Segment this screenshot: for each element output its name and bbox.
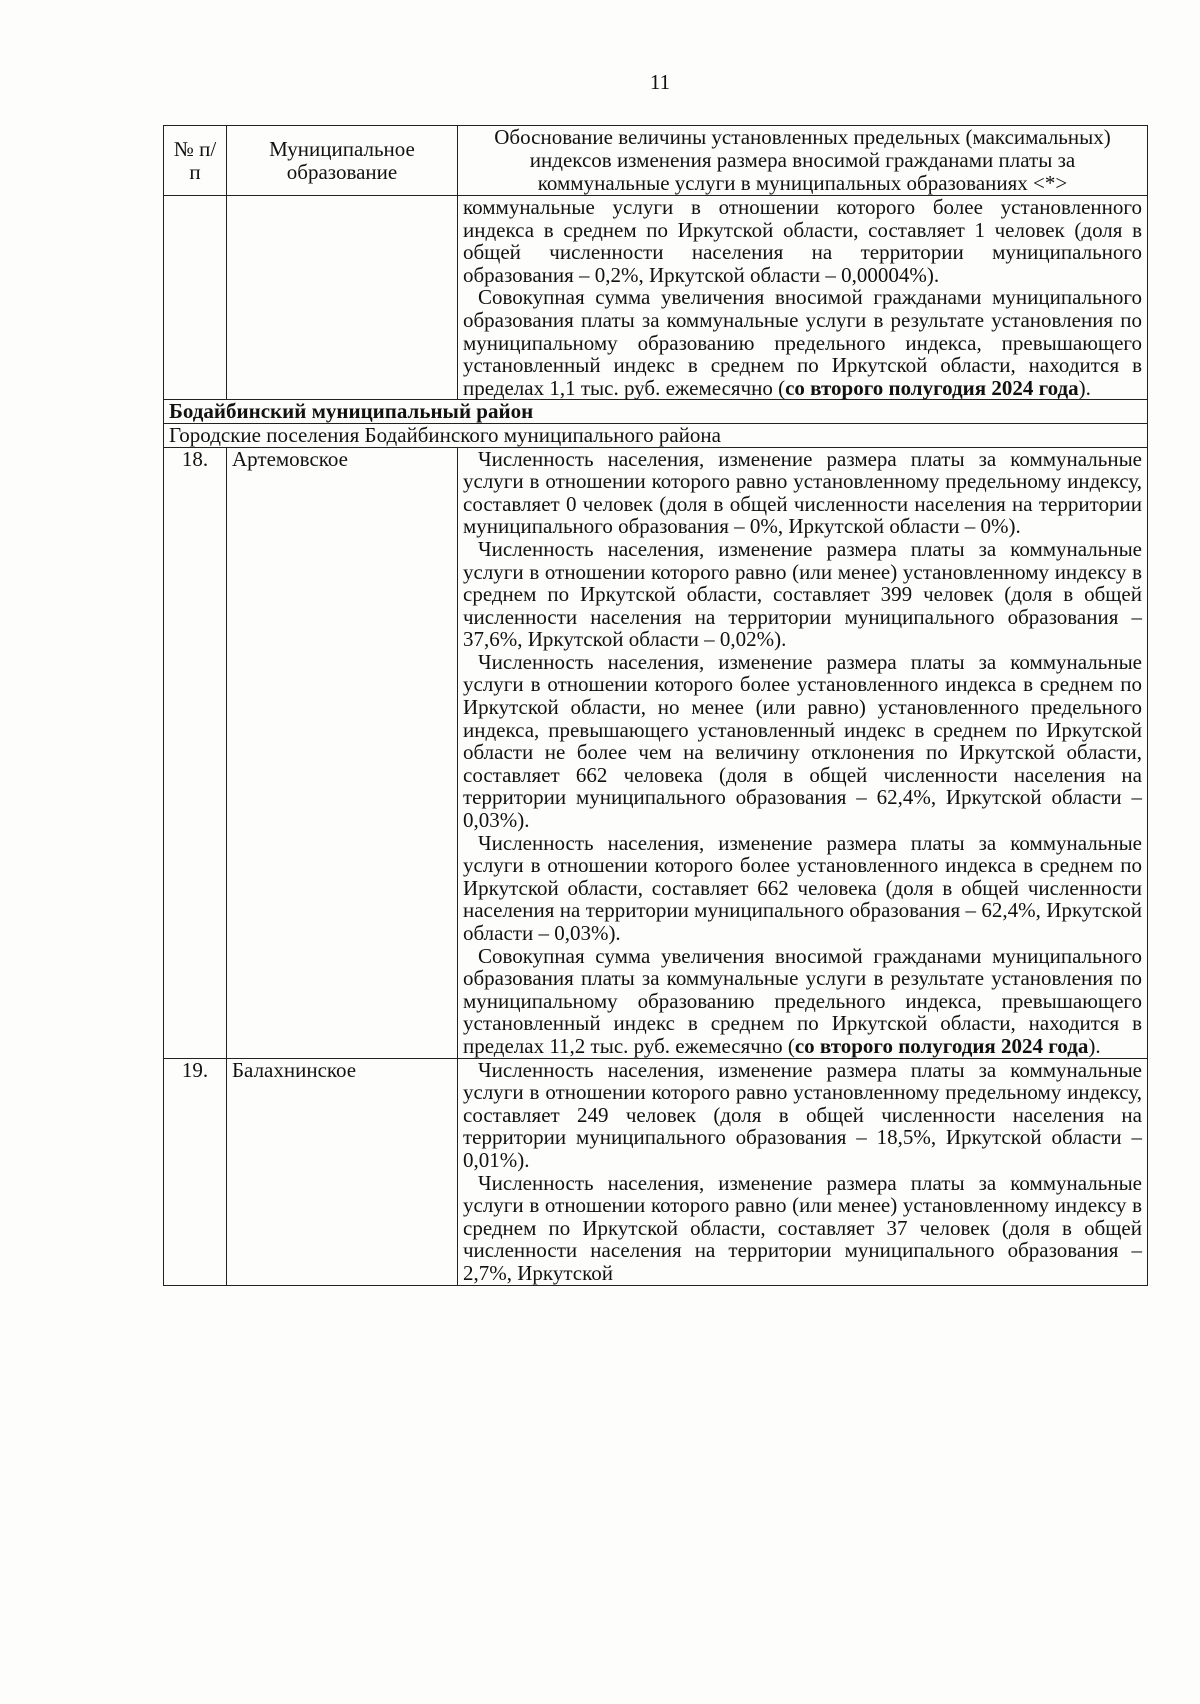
summary-period: со второго полугодия 2024 года: [785, 375, 1079, 400]
basis-paragraph: Численность населения, изменение размера платы за коммунальные услуги в отношении которого равно (или менее) установленному индексу в среднем по Иркутской области, составляет 37 человек (доля в общей численности населения на территории муниципального образования – 2,7%, Иркутской: [463, 1170, 1142, 1285]
table-header-row: [164, 126, 1148, 196]
header-municipality: Муниципальное образование: [227, 126, 458, 196]
cell-number-empty: [164, 196, 227, 400]
cell-basis: [458, 447, 1148, 1058]
page-number: 11: [649, 70, 671, 94]
cell-basis: [458, 1058, 1148, 1285]
basis-paragraph: Численность населения, изменение размера платы за коммунальные услуги в отношении которого более установленного индекса в среднем по Иркутской области, составляет 662 человека (доля в общей численности населения на территории муниципального образования – 62,4%, Иркутской области – 0,03%).: [463, 830, 1142, 945]
table-row: [164, 447, 1148, 1058]
row-municipality: Артемовское: [227, 447, 458, 1058]
summary-text: Совокупная сумма увеличения вносимой гражданами муниципального образования платы за коммунальные услуги в результате установления по муниципальному образованию предельного индекса, превышающего установленный индекс в среднем по Иркутской области, находится в пределах 11,2 тыс. руб. ежемесячно (: [463, 943, 1142, 1058]
subsection-title: Городские поселения Бодайбинского муниципального района: [164, 423, 1148, 447]
table-row: [164, 1058, 1148, 1285]
basis-summary-paragraph: [463, 945, 1142, 1058]
table-row-continuation: [164, 196, 1148, 400]
summary-period: со второго полугодия 2024 года: [794, 1033, 1089, 1058]
row-number: 19.: [164, 1058, 227, 1285]
basis-paragraph: Численность населения, изменение размера платы за коммунальные услуги в отношении которого равно установленному предельному индексу, составляет 0 человек (доля в общей численности населения на территории муниципального образования – 0%, Иркутской области – 0%).: [463, 446, 1142, 539]
summary-end: ).: [1078, 375, 1091, 400]
basis-paragraph: Численность населения, изменение размера платы за коммунальные услуги в отношении которого равно (или менее) установленному индексу в среднем по Иркутской области, составляет 399 человек (доля в общей численности населения на территории муниципального образования – 37,6%, Иркутской области – 0,02%).: [463, 536, 1142, 652]
basis-paragraph: коммунальные услуги в отношении которого более установленного индекса в среднем по Иркутской области, составляет 1 человек (доля в общей численности населения на территории муниципального образования – 0,2%, Иркутской области – 0,00004%).: [463, 195, 1142, 287]
subsection-row: [164, 423, 1148, 447]
summary-text: Совокупная сумма увеличения вносимой гражданами муниципального образования платы за коммунальные услуги в результате установления по муниципальному образованию предельного индекса, превышающего установленный индекс в среднем по Иркутской области, находится в пределах 1,1 тыс. руб. ежемесячно (: [463, 285, 1142, 400]
municipal-index-table: [163, 125, 1148, 1286]
section-title: Бодайбинский муниципальный район: [164, 400, 1148, 424]
section-row: [164, 400, 1148, 424]
basis-paragraph: Численность населения, изменение размера платы за коммунальные услуги в отношении которого более установленного индекса в среднем по Иркутской области, но менее (или равно) установленного предельного индекса, превышающего установленный индекс в среднем по Иркутской области не более чем на величину отклонения по Иркутской области, составляет 662 человека (доля в общей численности населения на территории муниципального образования – 62,4%, Иркутской области – 0,03%).: [463, 649, 1142, 833]
basis-summary-paragraph: [463, 286, 1142, 399]
header-basis: Обоснование величины установленных предельных (максимальных) индексов изменения размера вносимой гражданами платы за коммунальные услуги в муниципальных образованиях <*>: [458, 126, 1148, 196]
header-number: № п/п: [164, 126, 227, 196]
cell-basis: [458, 196, 1148, 400]
row-number: 18.: [164, 447, 227, 1058]
basis-paragraph: Численность населения, изменение размера платы за коммунальные услуги в отношении которого равно установленному предельному индексу, составляет 249 человек (доля в общей численности населения на территории муниципального образования – 18,5%, Иркутской области – 0,01%).: [463, 1057, 1142, 1172]
row-municipality: Балахнинское: [227, 1058, 458, 1285]
cell-municipality-empty: [227, 196, 458, 400]
summary-end: ).: [1088, 1033, 1101, 1058]
